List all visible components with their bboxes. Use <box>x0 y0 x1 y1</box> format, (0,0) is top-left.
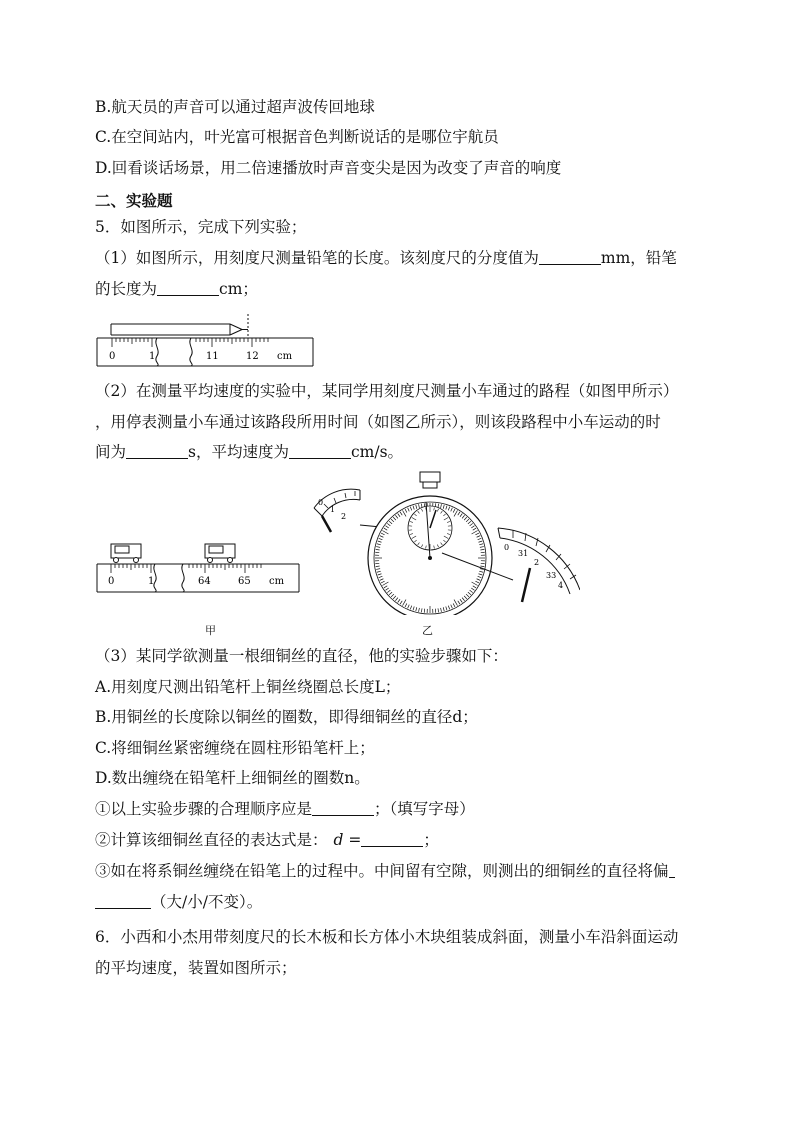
q5-part1-unit-a: mm，铅笔 <box>600 249 677 267</box>
speed-blank[interactable] <box>289 443 351 459</box>
ruler-2-tick-0: 0 <box>108 576 115 587</box>
stopwatch-figure <box>308 470 580 615</box>
ruler-2-tick-64: 64 <box>198 576 211 587</box>
cart-ruler-figure <box>95 538 305 598</box>
sec-scale-0: 0 <box>504 543 510 552</box>
figure-caption-left: 甲 <box>205 624 216 637</box>
cart-end <box>205 544 235 563</box>
q5-part2-line2: ，用停表测量小车通过该路段所用时间（如图乙所示），则该段路程中小车运动的时 <box>95 413 661 431</box>
q5-part3-q1-text: ①以上实验步骤的合理顺序应是 <box>95 800 313 818</box>
step-b: B.用铜丝的长度除以铜丝的圈数，即得细铜丝的直径d； <box>95 708 478 726</box>
ruler-2-tick-1: 1 <box>148 576 155 587</box>
ruler-unit: cm <box>277 351 293 362</box>
cart-start <box>111 544 141 563</box>
sec-scale-2: 2 <box>534 558 540 567</box>
ruler-tick-12: 12 <box>246 351 259 362</box>
q5-part3-q2-var: d = <box>333 831 362 849</box>
q6-line1: 6．小西和小杰用带刻度尺的长木板和长方体小木块组装成斜面，测量小车沿斜面运动 <box>95 928 679 946</box>
option-c: C.在空间站内，叶光富可根据音色判断说话的是哪位宇航员 <box>95 128 499 146</box>
step-c: C.将细铜丝紧密缠绕在圆柱形铅笔杆上； <box>95 739 375 757</box>
q5-part2-line3 <box>95 441 403 463</box>
q5-part2-text-speed: s，平均速度为 <box>188 443 289 461</box>
figure-caption-right: 乙 <box>422 624 433 637</box>
min-dial-2: 2 <box>341 512 347 521</box>
q5-part3-q1-hint: ；（填写字母） <box>374 800 475 818</box>
deviation-blank[interactable] <box>95 893 151 909</box>
division-value-blank[interactable] <box>539 249 601 265</box>
q5-part3-q3-text: ③如在将系铜丝缠绕在铅笔上的过程中。中间留有空隙，则测出的细铜丝的直径将偏 <box>95 862 669 880</box>
q5-part3-q3-options: （大/小/不变）。 <box>151 893 263 911</box>
expression-blank[interactable] <box>361 831 423 847</box>
minute-scale-magnified <box>314 489 360 532</box>
q5-part2-line1: （2）在测量平均速度的实验中，某同学用刻度尺测量小车通过的路程（如图甲所示） <box>95 382 679 400</box>
q5-part3-q2 <box>95 829 439 851</box>
q5-part1-text-b: 的长度为 <box>95 280 158 298</box>
deviation-blank-start[interactable] <box>669 862 675 878</box>
sec-scale-33: 33 <box>546 571 557 580</box>
ruler-tick-11: 11 <box>206 351 219 362</box>
ruler-2-unit: cm <box>269 576 285 587</box>
q5-part1-line2 <box>95 278 258 300</box>
sec-scale-4: 4 <box>558 581 564 590</box>
q5-part3-q2-end: ； <box>423 831 439 849</box>
option-b: B.航天员的声音可以通过超声波传回地球 <box>95 98 375 116</box>
q5-part3-intro: （3）某同学欲测量一根细铜丝的直径，他的实验步骤如下： <box>95 647 508 665</box>
pencil-length-blank[interactable] <box>157 280 219 296</box>
pencil <box>111 314 248 338</box>
step-d: D.数出缠绕在铅笔杆上细铜丝的圈数n。 <box>95 769 370 787</box>
sec-scale-31: 31 <box>518 549 529 558</box>
min-dial-1: 1 <box>330 505 336 514</box>
q5-part3-q1 <box>95 798 475 820</box>
ruler-2-ticks <box>111 564 261 573</box>
section-title: 二、实验题 <box>95 191 173 210</box>
ruler-2-tick-65: 65 <box>238 576 251 587</box>
ruler-tick-1: 1 <box>149 351 156 362</box>
q6-line2: 的平均速度，装置如图所示； <box>95 959 297 977</box>
step-a: A.用刻度尺测出铅笔杆上铜丝绕圈总长度L； <box>95 678 401 696</box>
q5-part2-speed-unit: cm/s。 <box>350 443 404 461</box>
q5-part1-text-a: （1）如图所示，用刻度尺测量铅笔的长度。该刻度尺的分度值为 <box>95 249 539 267</box>
q5-intro: 5．如图所示，完成下列实验； <box>95 218 307 236</box>
min-dial-0: 0 <box>318 498 324 507</box>
q5-part2-text-time: 间为 <box>95 443 127 461</box>
ruler-tick-0: 0 <box>109 351 116 362</box>
order-blank[interactable] <box>312 800 374 816</box>
option-d: D.回看谈话场景，用二倍速播放时声音变尖是因为改变了声音的响度 <box>95 159 562 177</box>
q5-part3-q3-line1 <box>95 860 675 882</box>
q5-part1-unit-b: cm； <box>219 280 258 298</box>
stopwatch-pivot <box>428 556 432 560</box>
stopwatch-crown <box>420 472 440 482</box>
stopwatch-stem <box>423 482 437 488</box>
q5-part3-q2-text: ②计算该细铜丝直径的表达式是： <box>95 831 328 849</box>
time-blank[interactable] <box>126 443 188 459</box>
pencil-ruler-figure <box>95 312 320 372</box>
q5-part3-q3-line2 <box>95 891 262 913</box>
q5-part1-line1 <box>95 247 677 269</box>
